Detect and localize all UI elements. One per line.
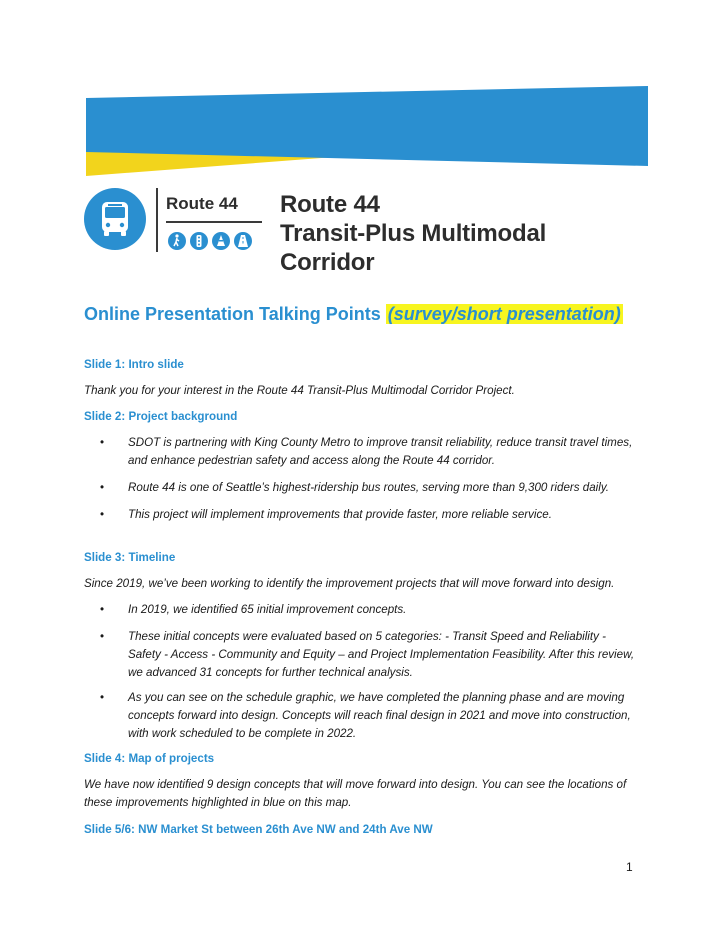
bullet-glyph: • [100,630,105,643]
pedestrian-icon [168,232,186,250]
traffic-signal-icon [190,232,208,250]
page-title-highlight: (survey/short presentation) [387,304,621,324]
logo-title [280,190,644,277]
page-number: 1 [626,860,633,874]
bullet-text: These initial concepts were evaluated based on 5 categories: - Transit Speed and Reliability - Safety - Access - Community and Equity – and Project Implementation Feasibility. After this review, we advanced 31 concepts for further technical analysis. [128,630,635,679]
road-icon [234,232,252,250]
bullet-text: SDOT is partnering with King County Metro to improve transit reliability, reduce transit travel times, and enhance pedestrian safety and access along the Route 44 corridor. [128,436,633,467]
slide56-heading: Slide 5/6: NW Market St between 26th Ave NW and 24th Ave NW [84,823,433,836]
route-label-underline [166,221,262,223]
logo-title-line1: Route 44 [280,191,380,218]
page-title-main: Online Presentation Talking Points [84,304,386,324]
slide1-heading: Slide 1: Intro slide [84,358,184,371]
slide2-heading: Slide 2: Project background [84,410,238,423]
mode-icons [168,232,252,250]
slide4-heading: Slide 4: Map of projects [84,752,215,765]
logo-divider [156,188,158,252]
bullet-glyph: • [100,508,105,521]
header-banner [0,0,720,180]
bullet-glyph: • [100,691,105,704]
slide4-text: We have now identified 9 design concepts that will move forward into design. You can see the locations of these improvements highlighted in blue on this map. [84,778,627,809]
route-logo [84,186,644,276]
bullet-glyph: • [100,436,105,449]
bullet-text: As you can see on the schedule graphic, we have completed the planning phase and are moving concepts forward into design. Concepts will reach final design in 2021 and move into construction, with work scheduled to be complete in 2022. [128,691,631,740]
bullet-text: This project will implement improvements that provide faster, more reliable service. [128,508,552,521]
bullet-text: In 2019, we identified 65 initial improvement concepts. [128,603,407,616]
logo-title-line2: Transit-Plus Multimodal Corridor [280,220,547,276]
route-small-label: Route 44 [166,194,238,213]
slide3-text: Since 2019, we’ve been working to identify the improvement projects that will move forward into design. [84,577,615,590]
slide3-heading: Slide 3: Timeline [84,551,176,564]
cone-icon [212,232,230,250]
slide1-text: Thank you for your interest in the Route 44 Transit-Plus Multimodal Corridor Project. [84,384,515,397]
banner-blue-band [86,86,648,166]
bullet-text: Route 44 is one of Seattle’s highest-ridership bus routes, serving more than 9,300 riders daily. [128,481,609,494]
page-title [84,304,623,325]
bullet-glyph: • [100,481,105,494]
bus-icon [84,188,146,250]
bullet-glyph: • [100,603,105,616]
